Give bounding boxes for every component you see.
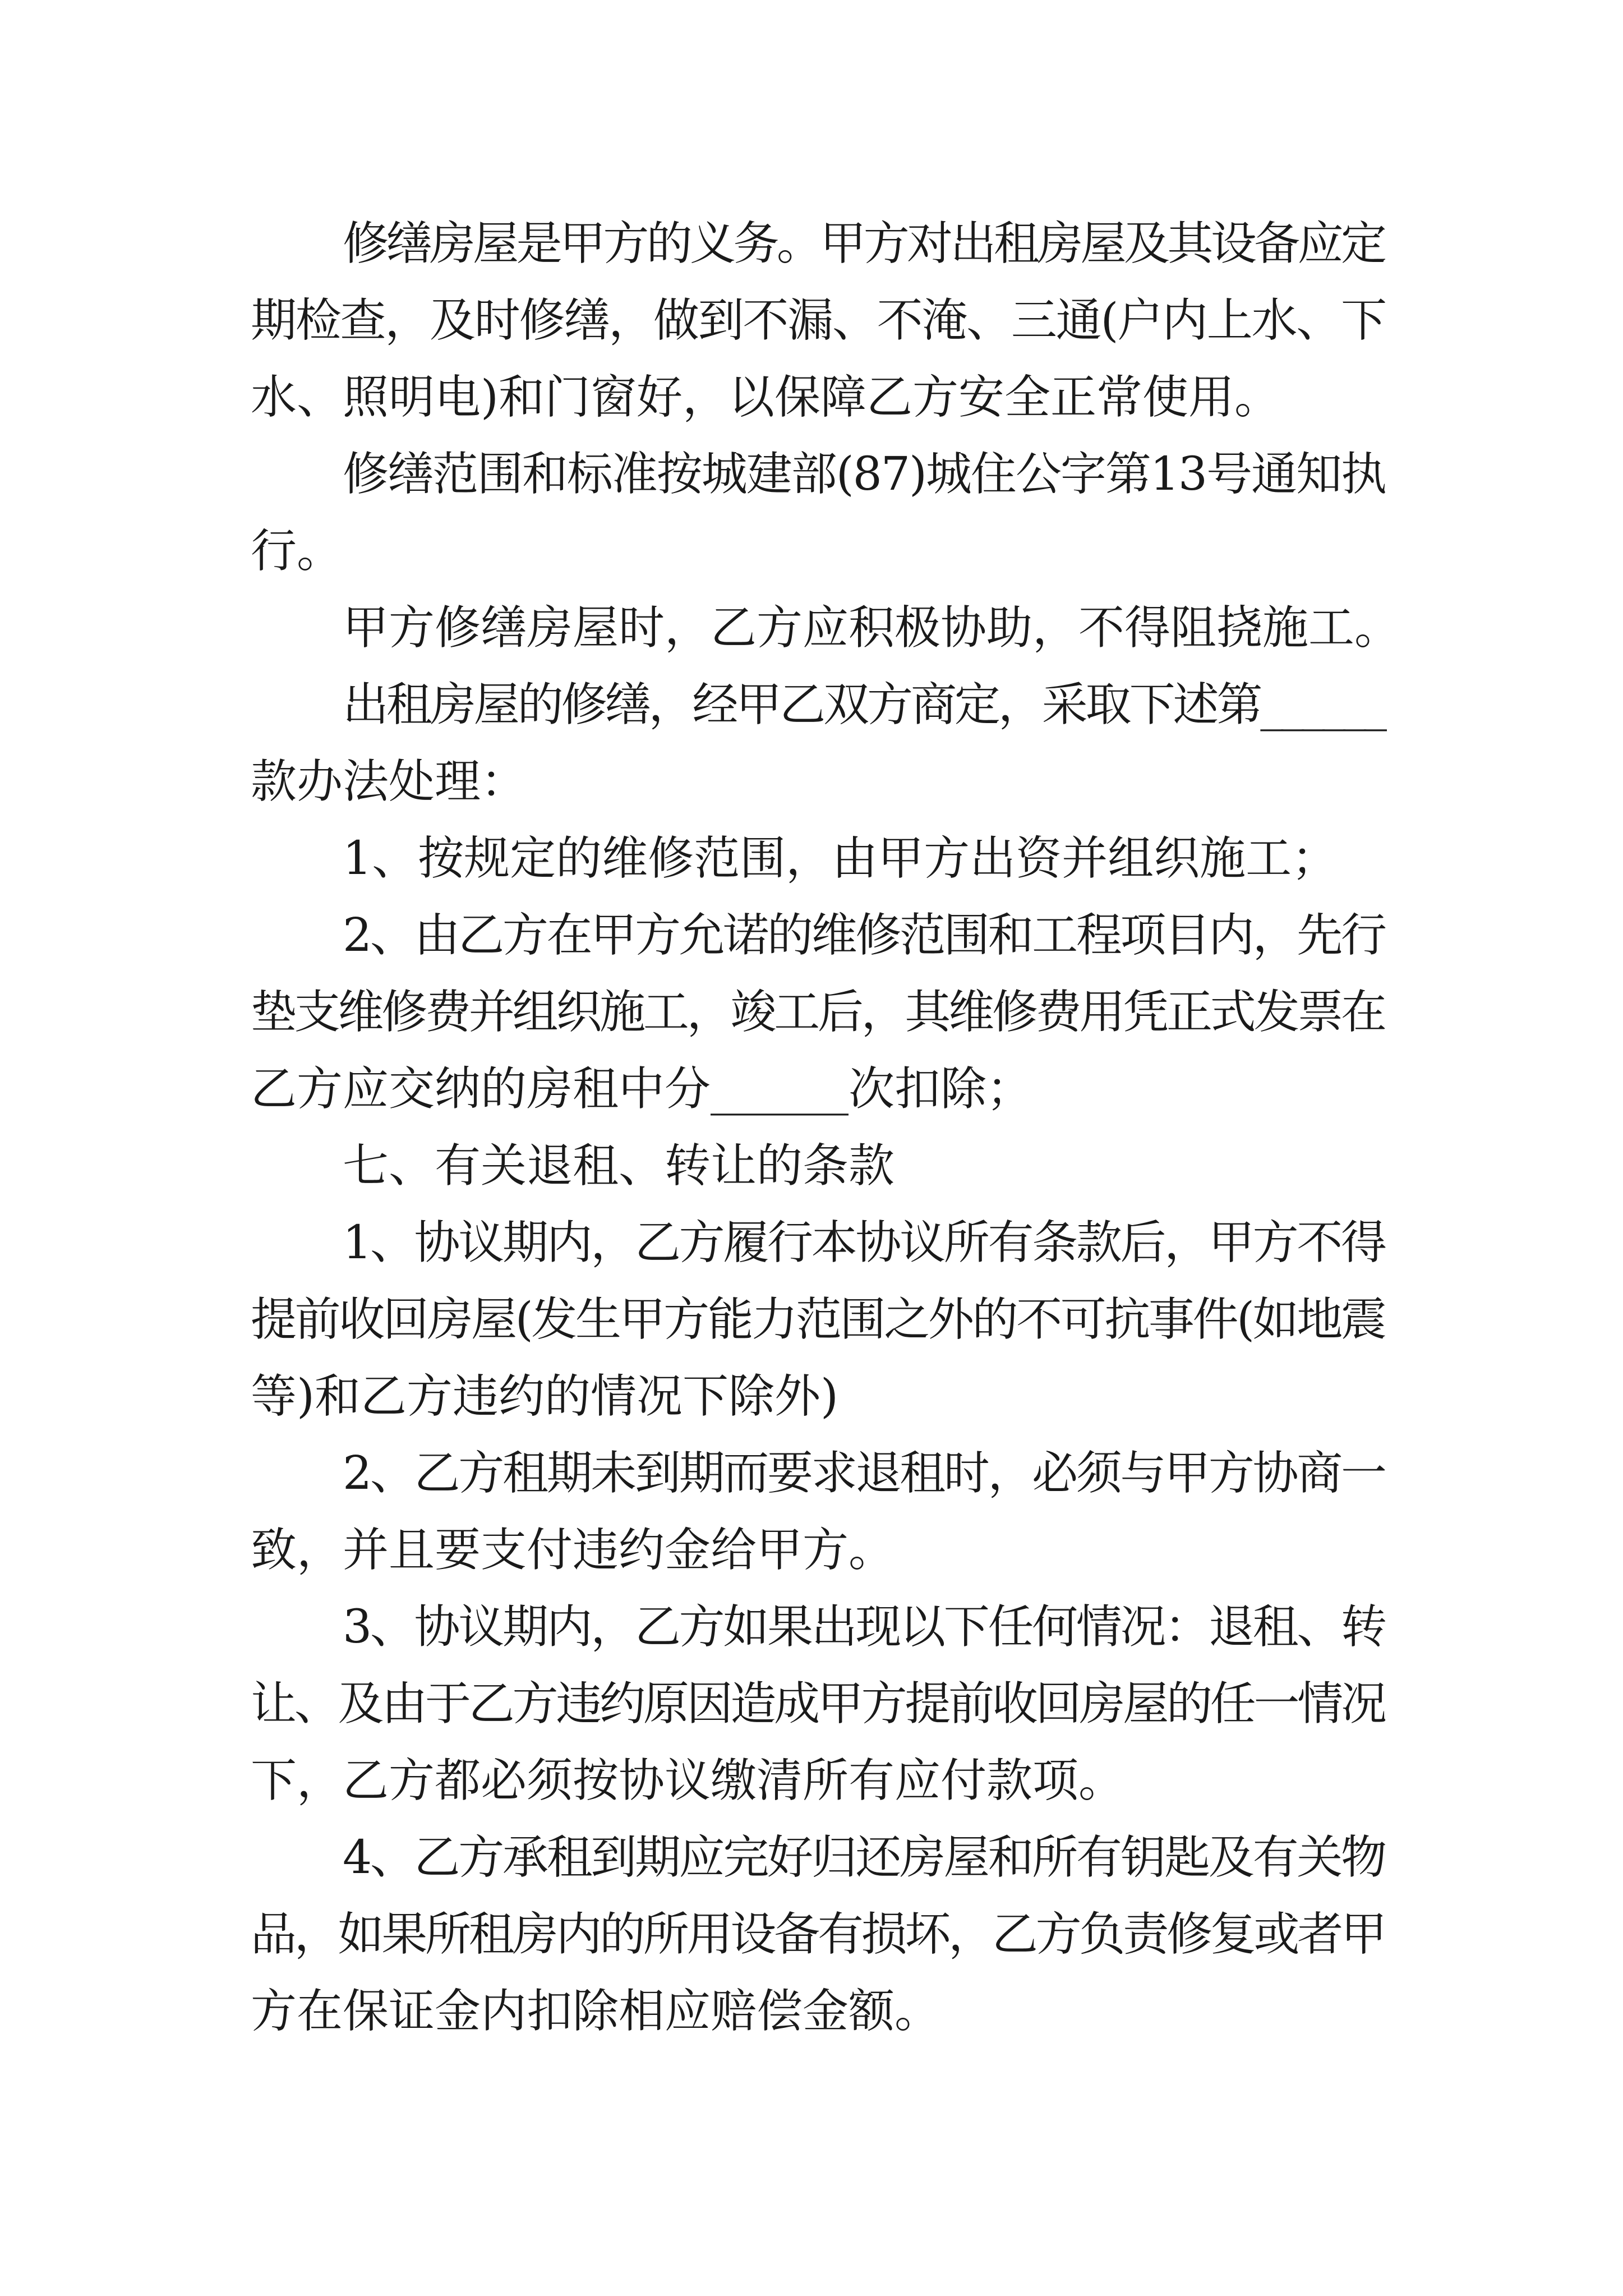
document-line: 修缮范围和标准按城建部(87)城住公字第13号通知执 [343, 448, 1386, 501]
document-line: 4、乙方承租到期应完好归还房屋和所有钥匙及有关物 [343, 1831, 1385, 1884]
document-line: 出租房屋的修缮，经甲乙双方商定，采取下述第______ [343, 678, 1385, 731]
paragraph-repair-scope [251, 436, 1387, 590]
section-heading: 七、有关退租、转让的条款 [343, 1139, 895, 1193]
document-line: 方在保证金内扣除相应赔偿金额。 [251, 1985, 941, 2038]
document-line: 让、及由于乙方违约原因造成甲方提前收回房屋的任一情况 [251, 1677, 1385, 1731]
paragraph-repair-method [251, 666, 1387, 820]
paragraph-method-2 [251, 897, 1387, 1128]
document-line: 乙方应交纳的房租中分______次扣除； [251, 1062, 1033, 1116]
document-line: 水、照明电)和门窗好，以保障乙方安全正常使用。 [251, 371, 1280, 424]
document-line: 款办法处理： [251, 755, 527, 808]
paragraph-clause-4 [251, 1819, 1387, 2050]
paragraph-clause-2 [251, 1435, 1387, 1589]
document-line: 提前收回房屋(发生甲方能力范围之外的不可抗事件(如地震 [251, 1293, 1385, 1346]
document-line: 1、协议期内，乙方履行本协议所有条款后，甲方不得 [343, 1216, 1385, 1269]
paragraph-clause-3 [251, 1589, 1387, 1819]
document-line: 等)和乙方违约的情况下除外) [251, 1370, 838, 1423]
paragraph-clause-1 [251, 1204, 1387, 1435]
document-line: 期检查，及时修缮，做到不漏、不淹、三通(户内上水、下 [251, 294, 1386, 347]
document-line: 甲方修缮房屋时，乙方应积极协助，不得阻挠施工。 [343, 601, 1401, 655]
document-line: 修缮房屋是甲方的义务。甲方对出租房屋及其设备应定 [343, 217, 1385, 270]
paragraph-method-1 [251, 820, 1387, 897]
document-line: 品，如果所租房内的所用设备有损坏，乙方负责修复或者甲 [251, 1908, 1385, 1961]
paragraph-repair-obligation [251, 205, 1387, 436]
document-line: 2、乙方租期未到期而要求退租时，必须与甲方协商一 [343, 1447, 1385, 1500]
document-line: 3、协议期内，乙方如果出现以下任何情况：退租、转 [343, 1600, 1385, 1654]
paragraph-assist-repair [251, 590, 1401, 666]
document-line: 下，乙方都必须按协议缴清所有应付款项。 [251, 1754, 1125, 1807]
document-body [251, 205, 1401, 2050]
document-line: 2、由乙方在甲方允诺的维修范围和工程项目内，先行 [343, 909, 1385, 962]
document-line: 垫支维修费并组织施工，竣工后，其维修费用凭正式发票在 [251, 986, 1385, 1039]
document-line: 1、按规定的维修范围，由甲方出资并组织施工； [343, 832, 1338, 885]
document-line: 致，并且要支付违约金给甲方。 [251, 1524, 895, 1577]
document-line: 行。 [251, 524, 343, 578]
section-heading-termination [251, 1128, 1387, 1204]
